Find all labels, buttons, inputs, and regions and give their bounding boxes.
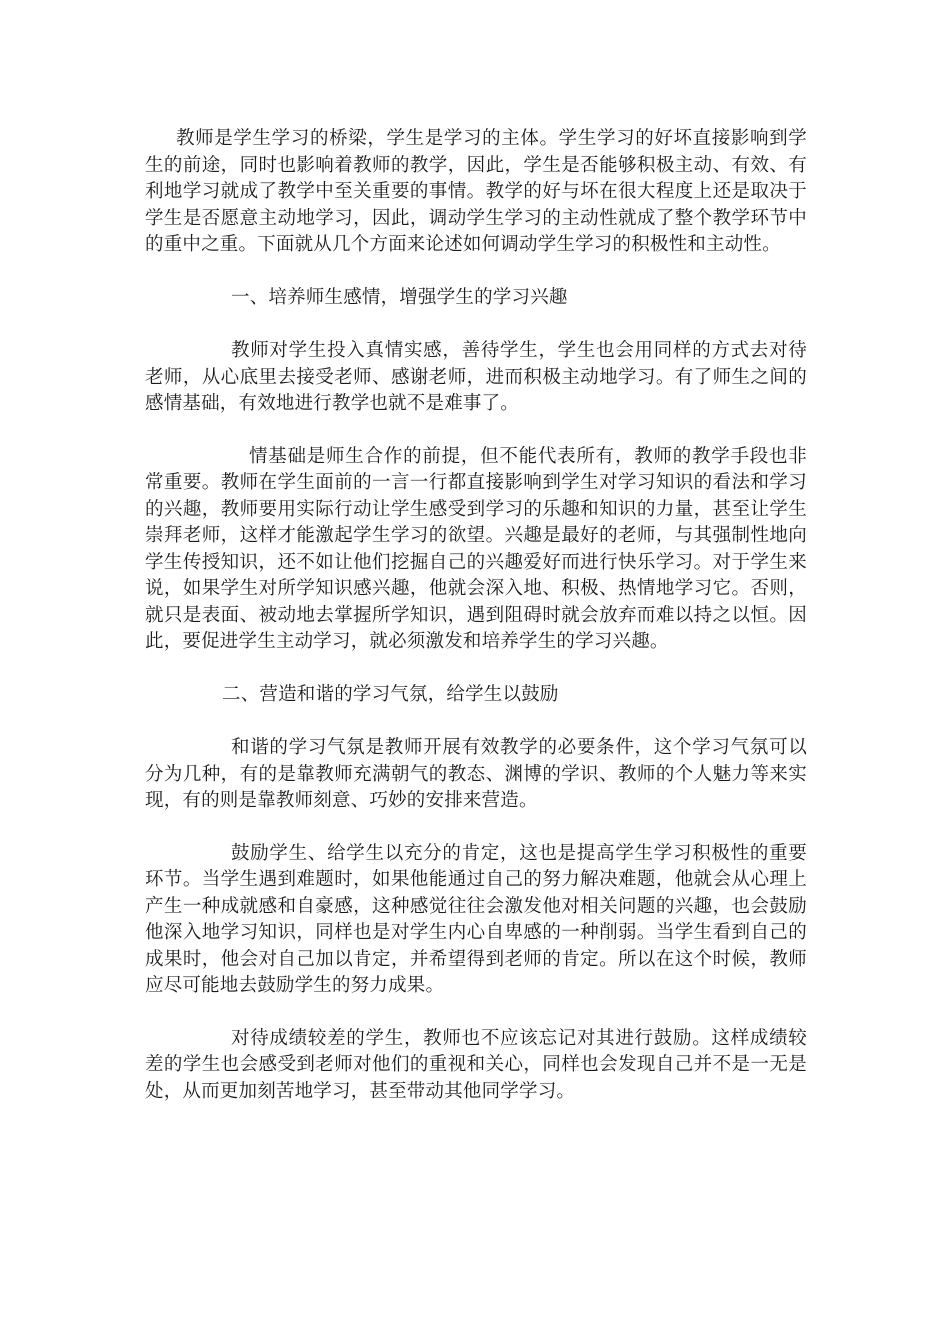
body-paragraph: 和谐的学习气氛是教师开展有效教学的必要条件，这个学习气氛可以分为几种，有的是靠教师充满朝气的教态、渊博的学识、教师的个人魅力等来实现，有的则是靠教师刻意、巧妙的安排来营造。 <box>145 737 807 811</box>
section-heading-1: 一、培养师生感情，增强学生的学习兴趣 <box>231 286 568 308</box>
body-paragraph: 情基础是师生合作的前提，但不能代表所有，教师的教学手段也非常重要。教师在学生面前的一言一行都直接影响到学生对学习知识的看法和学习的兴趣，教师要用实际行动让学生感受到学习的乐趣和知识的力量，甚至让学生崇拜老师，这样才能激起学生学习的欲望。兴趣是最好的老师，与其强制性地向学生传授知识，还不如让他们挖掘自己的兴趣爱好而进行快乐学习。对于学生来说，如果学生对所学知识感兴趣，他就会深入地、积极、热情地学习它。否则，就只是表面、被动地去掌握所学知识，遇到阻碍时就会放弃而难以持之以恒。因此，要促进学生主动学习，就必须激发和培养学生的学习兴趣。 <box>145 445 807 652</box>
body-paragraph: 对待成绩较差的学生，教师也不应该忘记对其进行鼓励。这样成绩较差的学生也会感受到老师对他们的重视和关心，同样也会发现自己并不是一无是处，从而更加刻苦地学习，甚至带动其他同学学习。 <box>145 1027 807 1102</box>
body-paragraph: 鼓励学生、给学生以充分的肯定，这也是提高学生学习积极性的重要环节。当学生遇到难题时，如果他能通过自己的努力解决难题，他就会从心理上产生一种成就感和自豪感，这种感觉往往会激发他对相关问题的兴趣，也会鼓励他深入地学习知识，同样也是对学生内心自卑感的一种削弱。当学生看到自己的成果时，他会对自己加以肯定，并希望得到老师的肯定。所以在这个时候，教师应尽可能地去鼓励学生的努力成果。 <box>145 842 807 996</box>
body-paragraph: 教师对学生投入真情实感，善待学生，学生也会用同样的方式去对待老师，从心底里去接受老师、感谢老师，进而积极主动地学习。有了师生之间的感情基础，有效地进行教学也就不是难事了。 <box>145 340 807 414</box>
intro-paragraph: 教师是学生学习的桥梁，学生是学习的主体。学生学习的好坏直接影响到学生的前途，同时也影响着教师的教学，因此，学生是否能够积极主动、有效、有利地学习就成了教学中至关重要的事情。教学的好与坏在很大程度上还是取决于学生是否愿意主动地学习，因此，调动学生学习的主动性就成了整个教学环节中的重中之重。下面就从几个方面来论述如何调动学生学习的积极性和主动性。 <box>145 128 807 255</box>
document-body <box>145 126 807 1131</box>
section-heading-2: 二、营造和谐的学习气氛，给学生以鼓励 <box>222 683 559 705</box>
